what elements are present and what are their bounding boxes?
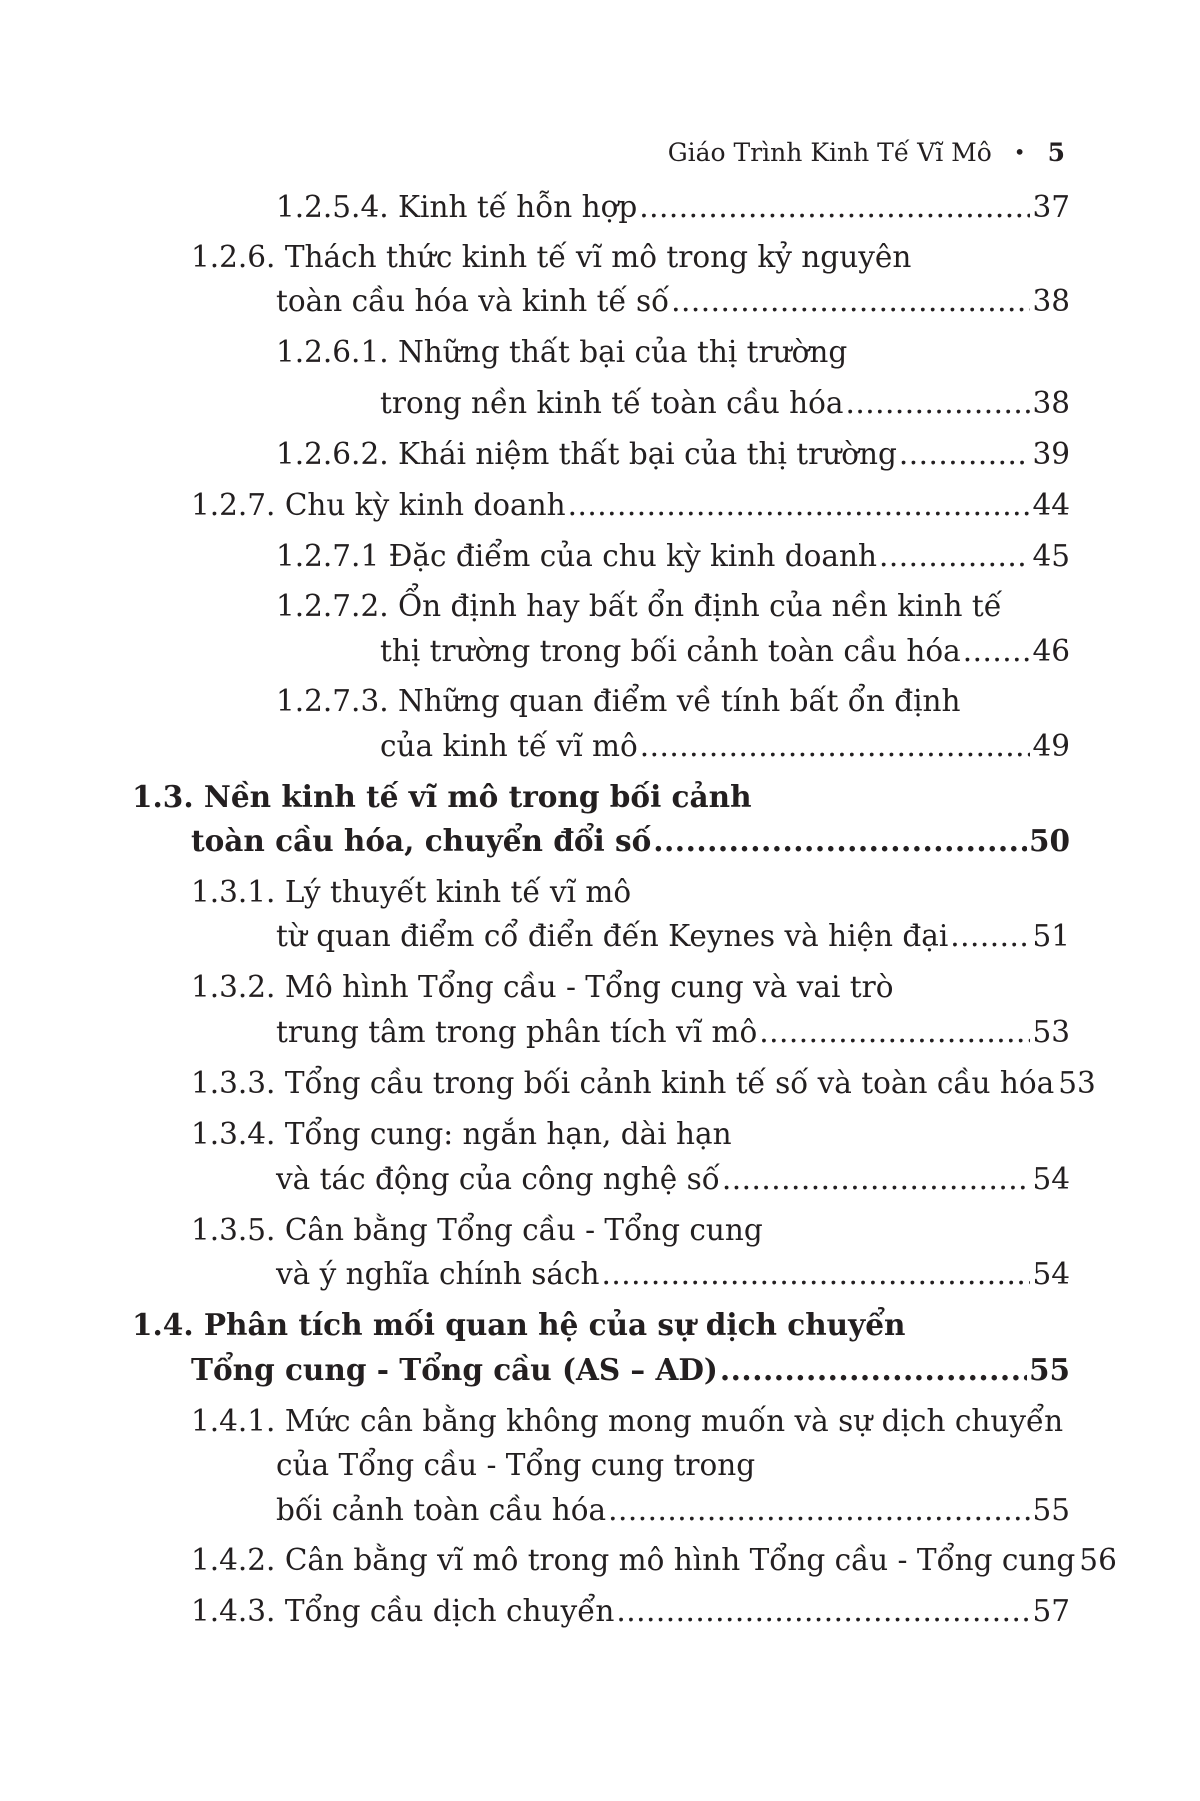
toc-entry-title: từ quan điểm cổ điển đến Keynes và hiện đại [276,919,949,953]
toc-entry-text [276,1443,755,1487]
dot-leader [759,1010,1030,1054]
toc-entry-number: 1.2.7.3. [276,684,389,718]
toc-entry-title: Những thất bại của thị trường [397,335,848,369]
toc-entry-text [191,235,911,279]
dot-leader [616,1589,1030,1633]
toc-entry [276,1443,755,1487]
dot-leader [640,724,1031,768]
toc-entry-title: Tổng cầu dịch chuyển [284,1594,615,1628]
toc-entry-text [191,1061,1054,1105]
dot-leader [720,1348,1027,1392]
toc-entry-text [276,279,669,323]
toc-entry-text [276,1010,757,1054]
toc-entry-page: 46 [1032,634,1070,668]
toc-entry [191,1112,732,1156]
toc-entry [132,1303,905,1347]
toc-entry-title: thị trường trong bối cảnh toàn cầu hóa [380,634,961,668]
toc-entry-title: Tổng cung: ngắn hạn, dài hạn [284,1117,732,1151]
toc-entry-page: 53 [1032,1015,1070,1049]
toc-entry-number: 1.3.4. [191,1117,276,1151]
toc-entry-title: Cân bằng Tổng cầu - Tổng cung [284,1213,763,1247]
toc-entry-text [191,483,566,527]
dot-leader [671,279,1030,323]
dot-leader [602,1252,1031,1296]
toc-entry-title: của Tổng cầu - Tổng cung trong [276,1448,756,1482]
toc-entry-text [276,185,637,229]
toc-entry-page: 57 [1032,1594,1070,1628]
toc-entry-page: 38 [1032,386,1070,420]
toc-entry [276,432,1070,476]
toc-entry-number: 1.3.1. [191,875,276,909]
page-number: 5 [1047,137,1065,167]
toc-entry-text [191,1589,614,1633]
toc-entry-number: 1.3. [132,779,194,814]
toc-entry [191,1589,1070,1633]
dot-leader [722,1157,1031,1201]
toc-entry-page: 53 [1058,1066,1096,1100]
dot-leader [845,381,1030,425]
book-title: Giáo Trình Kinh Tế Vĩ Mô [667,137,992,167]
toc-entry-page: 45 [1032,539,1070,573]
toc-entry-title: trung tâm trong phân tích vĩ mô [276,1015,758,1049]
toc-entry-title: Chu kỳ kinh doanh [284,488,566,522]
toc-entry [380,724,1070,768]
dot-leader [879,534,1031,578]
toc-entry-title: Tổng cung - Tổng cầu (AS – AD) [191,1352,718,1387]
toc-entry-text [276,330,847,374]
toc-entry-title: toàn cầu hóa, chuyển đổi số [191,823,652,858]
toc-entry-text [191,1348,718,1392]
toc-entry-text [276,432,897,476]
dot-leader [963,629,1031,673]
toc-entry [276,330,847,374]
toc-entry-title: toàn cầu hóa và kinh tế số [276,284,670,318]
toc-entry [191,1208,763,1252]
toc-entry-number: 1.2.7.2. [276,589,389,623]
toc-entry [276,914,1070,958]
toc-entry [191,870,631,914]
toc-entry [191,1061,1096,1105]
toc-entry-text [276,584,1002,628]
toc-entry-title: Mức cân bằng không mong muốn và sự dịch chuyển [284,1404,1064,1438]
toc-entry-title: Đặc điểm của chu kỳ kinh doanh [388,539,877,573]
toc-entry-page: 37 [1032,190,1070,224]
toc-entry [191,965,893,1009]
toc-entry [276,1010,1070,1054]
toc-entry-number: 1.3.5. [191,1213,276,1247]
toc-entry-title: Nền kinh tế vĩ mô trong bối cảnh [203,779,752,814]
toc-entry [276,279,1070,323]
toc-entry-text [380,381,843,425]
running-header [668,132,1065,172]
toc-entry-title: Cân bằng vĩ mô trong mô hình Tổng cầu - Tổng cung [284,1543,1076,1577]
toc-entry-text [276,1488,606,1532]
toc-entry-text [380,629,961,673]
toc-entry-title: Kinh tế hỗn hợp [397,190,638,224]
toc-entry-page: 55 [1028,1352,1070,1387]
toc-entry [191,235,911,279]
dot-leader [568,483,1031,527]
toc-entry-page: 54 [1032,1257,1070,1291]
toc-entry [191,483,1070,527]
toc-entry-title: của kinh tế vĩ mô [380,729,638,763]
toc-entry-text [191,1208,763,1252]
toc-entry-text [132,775,752,819]
toc-entry-page: 39 [1032,437,1070,471]
dot-leader [608,1488,1030,1532]
toc-entry-title: Tổng cầu trong bối cảnh kinh tế số và toàn cầu hóa [284,1066,1055,1100]
toc-entry-text [276,534,877,578]
toc-entry [380,381,1070,425]
toc-entry-text [191,965,893,1009]
toc-entry-title: Ổn định hay bất ổn định của nền kinh tế [397,589,1002,623]
toc-entry-title: Thách thức kinh tế vĩ mô trong kỷ nguyên [284,240,912,274]
toc-entry-number: 1.2.5.4. [276,190,389,224]
toc-entry-page: 44 [1032,488,1070,522]
toc-entry-number: 1.3.3. [191,1066,276,1100]
toc-entry [276,534,1070,578]
toc-entry-number: 1.4. [132,1307,194,1342]
toc-entry-text [276,1157,720,1201]
toc-entry-text [276,914,948,958]
toc-entry-number: 1.2.6. [191,240,276,274]
toc-entry-title: và tác động của công nghệ số [276,1162,720,1196]
toc-entry-number: 1.2.7.1 [276,539,380,573]
toc-entry-page: 50 [1028,823,1070,858]
toc-entry [276,185,1070,229]
toc-entry [276,679,961,723]
toc-entry [276,1157,1070,1201]
toc-entry-title: Phân tích mối quan hệ của sự dịch chuyển [203,1307,906,1342]
toc-entry [191,1538,1117,1582]
toc-entry [191,1399,1063,1443]
toc-entry-text [276,679,961,723]
toc-entry-title: Mô hình Tổng cầu - Tổng cung và vai trò [284,970,894,1004]
toc-entry [276,584,1002,628]
toc-entry-page: 55 [1032,1493,1070,1527]
toc-entry-page: 51 [1032,919,1070,953]
dot-leader [653,819,1027,863]
dot-leader [950,914,1030,958]
toc-entry-title: trong nền kinh tế toàn cầu hóa [380,386,844,420]
toc-entry-number: 1.4.2. [191,1543,276,1577]
toc-entry-page: 54 [1032,1162,1070,1196]
toc-entry [191,819,1070,863]
toc-entry-text [380,724,638,768]
toc-entry-title: Khái niệm thất bại của thị trường [397,437,897,471]
toc-entry [276,1488,1070,1532]
toc-entry-page: 49 [1032,729,1070,763]
toc-entry-number: 1.2.6.2. [276,437,389,471]
toc-entry-number: 1.4.1. [191,1404,276,1438]
toc-entry-text [191,1399,1063,1443]
toc-entry-text [191,819,651,863]
toc-entry-page: 56 [1079,1543,1117,1577]
toc-entry-text [191,1538,1075,1582]
toc-entry-number: 1.2.6.1. [276,335,389,369]
toc-entry [132,775,752,819]
toc-entry-title: Những quan điểm về tính bất ổn định [397,684,961,718]
toc-entry-title: bối cảnh toàn cầu hóa [276,1493,607,1527]
dot-leader [639,185,1030,229]
toc-entry [191,1348,1070,1392]
toc-entry-number: 1.3.2. [191,970,276,1004]
toc-entry [276,1252,1070,1296]
toc-entry-title: Lý thuyết kinh tế vĩ mô [284,875,632,909]
dot-leader [899,432,1031,476]
toc-entry-page: 38 [1032,284,1070,318]
toc-entry-title: và ý nghĩa chính sách [276,1257,600,1291]
toc-entry-number: 1.2.7. [191,488,276,522]
toc-entry-text [191,870,631,914]
toc-entry-text [276,1252,600,1296]
header-separator: • [1013,140,1026,164]
toc-entry [380,629,1070,673]
toc-entry-text [191,1112,732,1156]
toc-entry-text [132,1303,905,1347]
toc-entry-number: 1.4.3. [191,1594,276,1628]
